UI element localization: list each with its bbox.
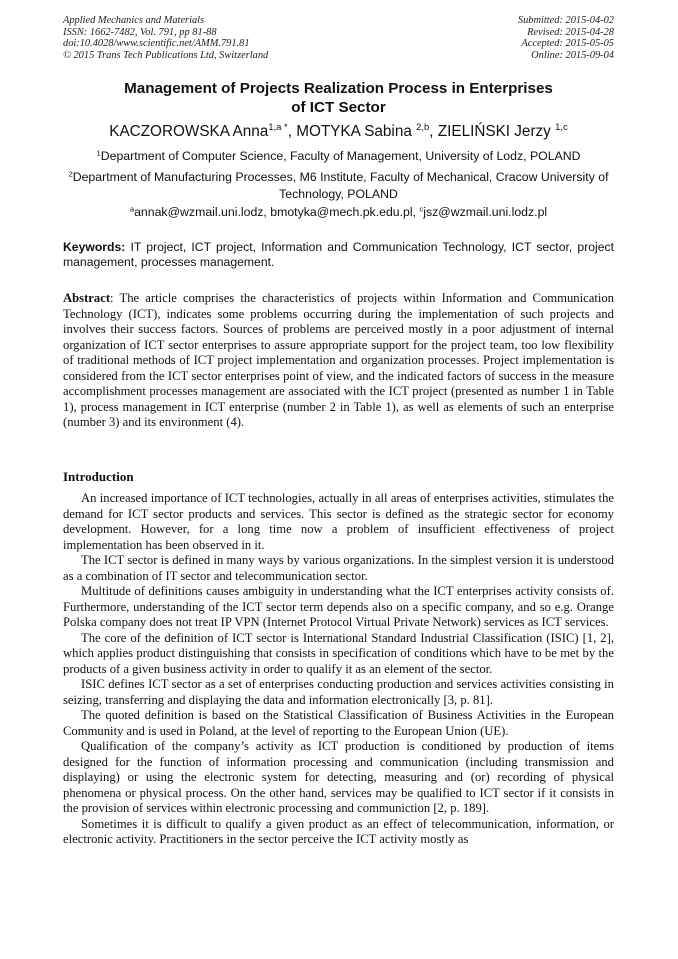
introduction-section: [63, 491, 614, 848]
email-link[interactable]: jsz@wzmail.uni.lodz.pl: [423, 205, 548, 219]
introduction-heading: Introduction: [63, 469, 134, 484]
paper-title-line-2: of ICT Sector: [291, 99, 386, 116]
author-affiliation-mark: 1,a *: [268, 122, 288, 134]
email-mark: c: [419, 204, 424, 214]
paper-title: [63, 79, 614, 117]
intro-paragraph: The ICT sector is defined in many ways by various organizations. In the simplest version it is understood as a combination of IT sector and telecommunication sector.: [63, 553, 614, 583]
affiliation-1: [63, 148, 614, 165]
email-mark: a: [129, 204, 135, 214]
keywords-label: Keywords:: [63, 240, 126, 254]
author-name: MOTYKA Sabina: [296, 123, 417, 140]
date-online: Online: 2015-09-04: [531, 49, 614, 61]
intro-paragraph: An increased importance of ICT technologies, actually in all areas of enterprises activities, stimulates the demand for ICT sector products and services. This sector is defined as the strategic sector for economy development. However, for a long time now a problem of insufficient effectiveness of project implementation has been observed in it.: [63, 491, 614, 552]
journal-header: [63, 15, 268, 61]
author-name: ZIELIŃSKI Jerzy: [437, 123, 556, 140]
email-link[interactable]: annak@wzmail.uni.lodz,: [134, 205, 271, 219]
intro-paragraph: Qualification of the company’s activity as ICT production is conditioned by production of items designed for the function of information processing and communication (including transmission and displaying) or using the electronic system for detecting, measuring and (or) recording of physical phenomena or physical process. On the other hand, services may be qualified to ICT sector if it consists in the provision of services within electronic processing and communiction [2, p. 189].: [63, 739, 614, 815]
affiliation-mark: 2: [68, 169, 73, 179]
intro-paragraph: Sometimes it is difficult to qualify a given product as an effect of telecommunication, information, or electronic activity. Practitioners in the sector perceive the ICT activity mostly as: [63, 816, 614, 846]
abstract-section: [63, 291, 614, 431]
author-separator: ,: [287, 123, 297, 140]
keywords-section: [63, 240, 614, 270]
dates-header: [518, 15, 614, 61]
author-separator: ,: [429, 123, 438, 140]
abstract-paragraph: [63, 291, 614, 431]
date-revised: Revised: 2015-04-28: [527, 26, 614, 38]
intro-paragraph: Multitude of definitions causes ambiguity in understanding what the ICT enterprises activity consists of. Furthermore, understanding of the ICT sector term depends also on a specific company, and so e.g. Orange Polska company does not treat IP VPN (Internet Protocol Virtual Private Network) services as ICT services.: [63, 584, 614, 629]
author-list: [63, 122, 614, 142]
affiliation-text: Department of Manufacturing Processes, M6 Institute, Faculty of Mechanical, Cracow University of Technology, POLAND: [72, 170, 609, 201]
author-affiliation-mark: 1,c: [555, 122, 568, 134]
affiliation-mark: 1: [96, 148, 101, 158]
email-link[interactable]: bmotyka@mech.pk.edu.pl,: [270, 205, 420, 219]
affiliation-text: Department of Computer Science, Faculty of Management, University of Lodz, POLAND: [100, 149, 581, 163]
intro-paragraph: ISIC defines ICT sector as a set of enterprises conducting production and services activities consisting in seizing, transferring and displaying the data and information electronically [3, p. 81].: [63, 677, 614, 707]
intro-paragraph: The core of the definition of ICT sector is International Standard Industrial Classification (ISIC) [1, 2], which applies product distinguishing that consists in specification of conditions which have to be met by the products of a given business activity in order to qualify it as an element of the sector.: [63, 630, 614, 676]
journal-issn: ISSN: 1662-7482, Vol. 791, pp 81-88: [63, 26, 217, 38]
affiliation-2: [63, 169, 614, 202]
keywords-text: IT project, ICT project, Information and Communication Technology, ICT sector, project management, processes management.: [63, 240, 614, 269]
abstract-label: Abstract: [63, 291, 111, 305]
intro-paragraph: The quoted definition is based on the Statistical Classification of Business Activities in the European Community and is used in Poland, at the level of reporting to the European Union (UE).: [63, 708, 614, 738]
date-submitted: Submitted: 2015-04-02: [517, 15, 614, 26]
author-name: KACZOROWSKA Anna: [109, 123, 269, 140]
journal-doi: doi:10.4028/www.scientific.net/AMM.791.81: [63, 38, 250, 49]
author-emails: [63, 204, 614, 221]
abstract-text: : The article comprises the characteristics of projects within Information and Communication Technology (ICT), indicates some problems occurring during the implementation of such projects and involves their success factors. Sources of problems are perceived mostly in a poor adjustment of internal organization of ICT sector enterprises to assure appropriate support for the project team, too low flexibility of traditional methods of ICT project implementation and organization processes. Project implementation is considered from the ICT sector enterprises point of view, and the indicated factors of success in the measure accomplishment processes management are associated with the ICT project (presented as number 1 in Table 1), process management in ICT enterprise (number 2 in Table 1), as well as elements of such an enterprise (number 3) and its environment (4).: [63, 291, 614, 429]
journal-name: Applied Mechanics and Materials: [63, 15, 205, 26]
paper-title-line-1: Management of Projects Realization Process in Enterprises: [124, 80, 553, 97]
journal-copyright: © 2015 Trans Tech Publications Ltd, Switzerland: [63, 49, 269, 61]
author-affiliation-mark: 2,b: [416, 122, 430, 134]
date-accepted: Accepted: 2015-05-05: [521, 38, 614, 49]
